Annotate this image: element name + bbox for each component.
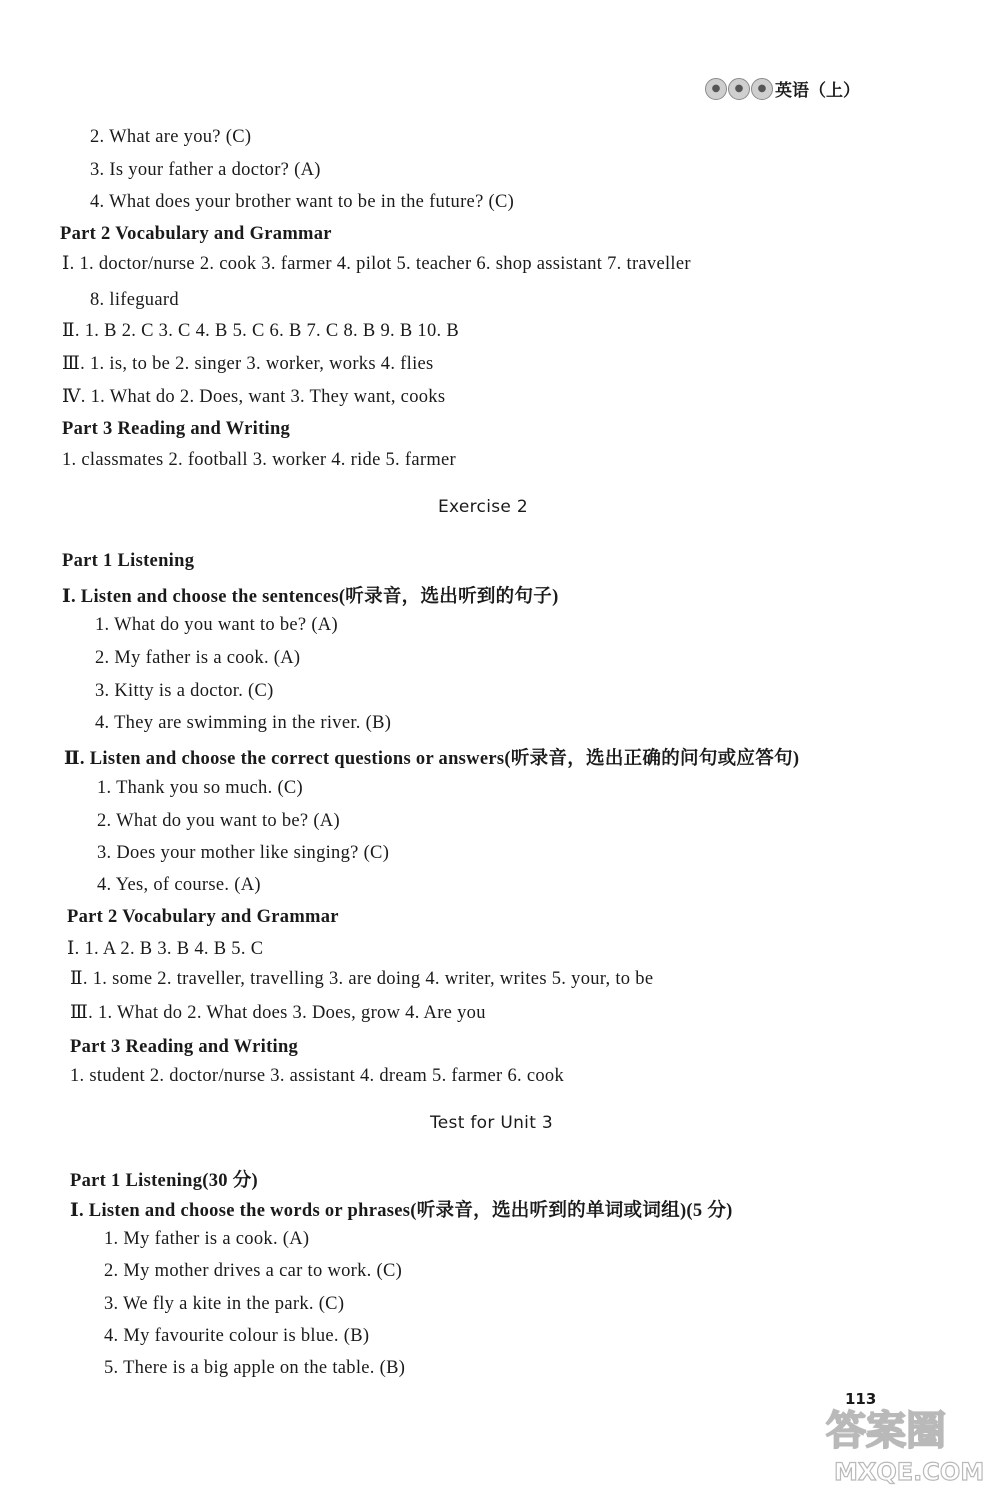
answer-line: 8. lifeguard xyxy=(90,290,179,310)
answer-line: 3. Does your mother like singing? (C) xyxy=(97,843,390,863)
site-watermark xyxy=(820,1400,990,1488)
exercise-title: Exercise 2 xyxy=(438,497,528,517)
section-heading: Part 2 Vocabulary and Grammar xyxy=(60,224,332,244)
answer-line: 5. There is a big apple on the table. (B) xyxy=(104,1358,406,1378)
answer-line: Ⅰ. 1. doctor/nurse 2. cook 3. farmer 4. pilot 5. teacher 6. shop assistant 7. traveller xyxy=(62,254,691,274)
answer-line: Ⅳ. 1. What do 2. Does, want 3. They want, cooks xyxy=(62,387,446,407)
exercise-title: Test for Unit 3 xyxy=(430,1113,553,1133)
answer-line: 3. Kitty is a doctor. (C) xyxy=(95,681,274,701)
circle-badge-icon: ● xyxy=(705,78,727,100)
answer-line: 2. What do you want to be? (A) xyxy=(97,811,340,831)
subsection-heading: Ⅱ. Listen and choose the correct questions or answers(听录音，选出正确的问句或应答句) xyxy=(64,749,800,769)
watermark-bottom-text: MXQE.COM xyxy=(834,1458,985,1486)
section-heading: Part 3 Reading and Writing xyxy=(62,419,291,439)
circle-badge-icon: ● xyxy=(728,78,750,100)
answer-line: Ⅱ. 1. some 2. traveller, travelling 3. are doing 4. writer, writes 5. your, to be xyxy=(70,969,654,989)
answer-line: 4. What does your brother want to be in the future? (C) xyxy=(90,192,515,212)
subsection-heading: Ⅰ. Listen and choose the words or phrases(听录音，选出听到的单词或词组)(5 分) xyxy=(70,1201,733,1221)
answer-line: 1. What do you want to be? (A) xyxy=(95,615,338,635)
answer-line: Ⅱ. 1. B 2. C 3. C 4. B 5. C 6. B 7. C 8. B 9. B 10. B xyxy=(62,321,459,341)
answer-line: Ⅲ. 1. What do 2. What does 3. Does, grow 4. Are you xyxy=(70,1003,486,1023)
subsection-heading: Ⅰ. Listen and choose the sentences(听录音，选出听到的句子) xyxy=(62,587,559,607)
series-logo xyxy=(705,78,773,100)
page-number: 113 xyxy=(845,1390,877,1408)
answer-line: 1. classmates 2. football 3. worker 4. ride 5. farmer xyxy=(62,450,457,470)
page-header xyxy=(705,76,860,101)
answer-line: 4. Yes, of course. (A) xyxy=(97,875,261,895)
watermark-top-text: 答案圈 xyxy=(826,1408,946,1454)
circle-badge-icon: ● xyxy=(751,78,773,100)
answer-line: 2. What are you? (C) xyxy=(90,127,252,147)
section-heading: Part 2 Vocabulary and Grammar xyxy=(67,907,339,927)
answer-line: 1. Thank you so much. (C) xyxy=(97,778,304,798)
section-heading: Part 1 Listening(30 分) xyxy=(70,1171,258,1191)
answer-line: Ⅲ. 1. is, to be 2. singer 3. worker, works 4. flies xyxy=(62,354,434,374)
section-heading: Part 1 Listening xyxy=(62,551,195,571)
answer-line: 1. My father is a cook. (A) xyxy=(104,1229,310,1249)
subject-title: 英语（上） xyxy=(775,81,860,101)
answer-line: 3. We fly a kite in the park. (C) xyxy=(104,1294,345,1314)
answer-line: 1. student 2. doctor/nurse 3. assistant 4. dream 5. farmer 6. cook xyxy=(70,1066,565,1086)
section-heading: Part 3 Reading and Writing xyxy=(70,1037,299,1057)
answer-line: Ⅰ. 1. A 2. B 3. B 4. B 5. C xyxy=(67,939,264,959)
answer-line: 4. They are swimming in the river. (B) xyxy=(95,713,392,733)
answer-line: 2. My father is a cook. (A) xyxy=(95,648,301,668)
answer-line: 4. My favourite colour is blue. (B) xyxy=(104,1326,370,1346)
answer-line: 2. My mother drives a car to work. (C) xyxy=(104,1261,403,1281)
answer-line: 3. Is your father a doctor? (A) xyxy=(90,160,321,180)
